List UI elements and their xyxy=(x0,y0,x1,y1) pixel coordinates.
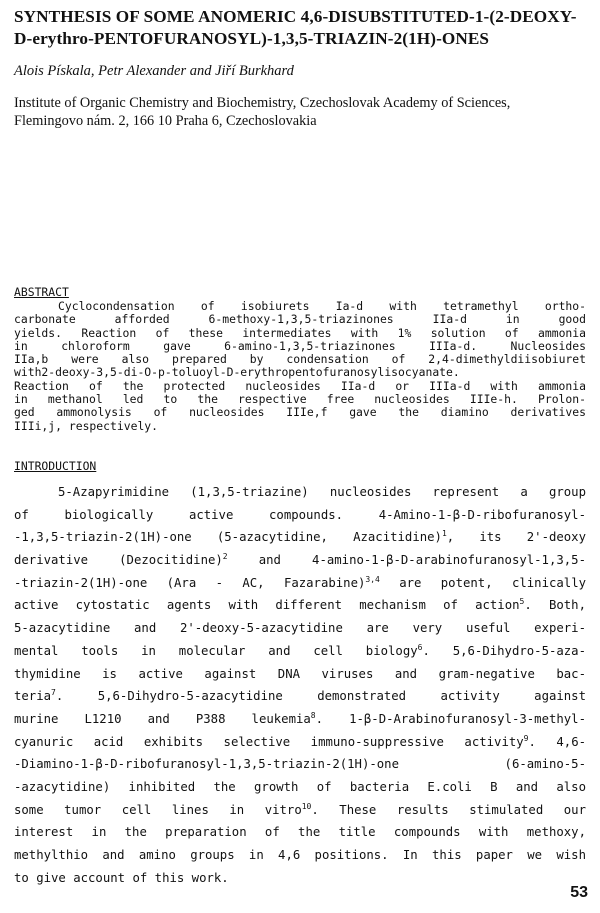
intro-text: active cytostatic agents with different mechanism of action xyxy=(14,598,520,613)
intro-line xyxy=(14,685,586,708)
abstract-line: carbonate afforded 6-methoxy-1,3,5-triazinones IIa-d in good xyxy=(14,313,586,327)
intro-text: . 1-β-D-Arabinofuranosyl-3-methyl- xyxy=(315,711,586,726)
abstract-line: yields. Reaction of these intermediates with 1% solution of ammonia xyxy=(14,326,586,340)
abstract-body xyxy=(14,300,586,433)
intro-text: , its 2'-deoxy xyxy=(446,530,586,545)
intro-text: mental tools in molecular and cell biology xyxy=(14,643,418,658)
citation-ref: 8 xyxy=(310,710,316,720)
citation-ref: 2 xyxy=(222,552,228,562)
intro-line: -Diamino-1-β-D-ribofuranosyl-1,3,5-triazin-2(1H)-one (6-amino-5- xyxy=(14,757,586,772)
abstract-line: in chloroform gave 6-amino-1,3,5-triazinones IIIa-d. Nucleosides xyxy=(14,339,586,353)
affiliation-line: Flemingovo nám. 2, 166 10 Praha 6, Czechoslovakia xyxy=(14,113,317,129)
abstract-line: Cyclocondensation of isobiurets Ia-d with tetramethyl ortho- xyxy=(58,300,586,313)
intro-text: . 4,6- xyxy=(528,734,586,749)
intro-line: interest in the preparation of the title compounds with methoxy, xyxy=(14,825,586,840)
intro-text: . 5,6-Dihydro-5-aza- xyxy=(422,643,586,658)
intro-text: -triazin-2(1H)-one (Ara - AC, Fazarabine) xyxy=(14,575,366,590)
intro-text: . Both, xyxy=(524,598,586,613)
affiliation xyxy=(14,94,594,130)
intro-line: of biologically active compounds. 4-Amino-1-β-D-ribofuranosyl- xyxy=(14,507,586,522)
abstract-line: with2-deoxy-3,5-di-O-p-toluoyl-D-erythropentofuranosylisocyanate. xyxy=(14,366,460,380)
intro-line: -azacytidine) inhibited the growth of bacteria E.coli B and also xyxy=(14,779,586,794)
intro-line xyxy=(14,572,586,595)
intro-line xyxy=(14,594,586,617)
intro-text: cyanuric acid exhibits selective immuno-suppressive activity xyxy=(14,734,524,749)
abstract-line: IIa,b were also prepared by condensation of 2,4-dimethyldiisobiuret xyxy=(14,353,586,367)
abstract-line: in methanol led to the respective free nucleosides IIIe-h. Prolon- xyxy=(14,393,586,407)
intro-line xyxy=(14,708,586,731)
introduction-body xyxy=(14,481,586,889)
introduction-heading: INTRODUCTION xyxy=(14,459,97,473)
intro-line: methylthio and amino groups in 4,6 positions. In this paper we wish xyxy=(14,848,586,862)
intro-line: 5-Azapyrimidine (1,3,5-triazine) nucleosides represent a group xyxy=(58,485,586,499)
intro-line: 5-azacytidine and 2'-deoxy-5-azacytidine are very useful experi- xyxy=(14,621,586,636)
abstract-line: ged ammonolysis of nucleosides IIIe,f gave the diamino derivatives xyxy=(14,406,586,420)
intro-line xyxy=(14,640,586,663)
citation-ref: 9 xyxy=(523,733,529,743)
intro-line xyxy=(14,731,586,754)
citation-ref: 6 xyxy=(417,642,423,652)
citation-ref: 3,4 xyxy=(365,574,380,584)
intro-text: and 4-amino-1-β-D-arabinofuranosyl-1,3,5- xyxy=(227,553,586,568)
intro-text: teria xyxy=(14,689,52,704)
intro-line xyxy=(14,526,586,549)
intro-text: some tumor cell lines in vitro xyxy=(14,802,302,817)
citation-ref: 10 xyxy=(301,801,312,811)
intro-text: derivative (Dezocitidine) xyxy=(14,553,223,568)
page-number: 53 xyxy=(570,884,588,901)
citation-ref: 1 xyxy=(441,529,447,539)
intro-text: are potent, clinically xyxy=(379,575,586,590)
intro-line xyxy=(14,799,586,822)
abstract-line: Reaction of the protected nucleosides IIa-d or IIIa-d with ammonia xyxy=(14,379,586,393)
affiliation-line: Institute of Organic Chemistry and Biochemistry, Czechoslovak Academy of Sciences, xyxy=(14,95,511,111)
intro-line: to give account of this work. xyxy=(14,870,229,885)
intro-line: thymidine is active against DNA viruses and gram-negative bac- xyxy=(14,666,586,681)
abstract-line: IIIi,j, respectively. xyxy=(14,419,159,433)
intro-text: . 5,6-Dihydro-5-azacytidine demonstrated activity against xyxy=(55,689,586,704)
intro-text: -1,3,5-triazin-2(1H)-one (5-azacytidine, Azacitidine) xyxy=(14,530,442,545)
citation-ref: 7 xyxy=(51,688,56,698)
paper-title: SYNTHESIS OF SOME ANOMERIC 4,6-DISUBSTITUTED-1-(2-DEOXY-D-erythro-PENTOFURANOSYL)-1,3,5-TRIAZIN-2(1H)-ONES xyxy=(14,7,577,48)
citation-ref: 5 xyxy=(519,597,525,607)
intro-text: murine L1210 and P388 leukemia xyxy=(14,711,311,726)
intro-text: . These results stimulated our xyxy=(311,802,586,817)
abstract-heading: ABSTRACT xyxy=(14,285,69,299)
intro-line xyxy=(14,549,586,572)
author-list: Alois Pískala, Petr Alexander and Jiří Burkhard xyxy=(14,63,294,79)
